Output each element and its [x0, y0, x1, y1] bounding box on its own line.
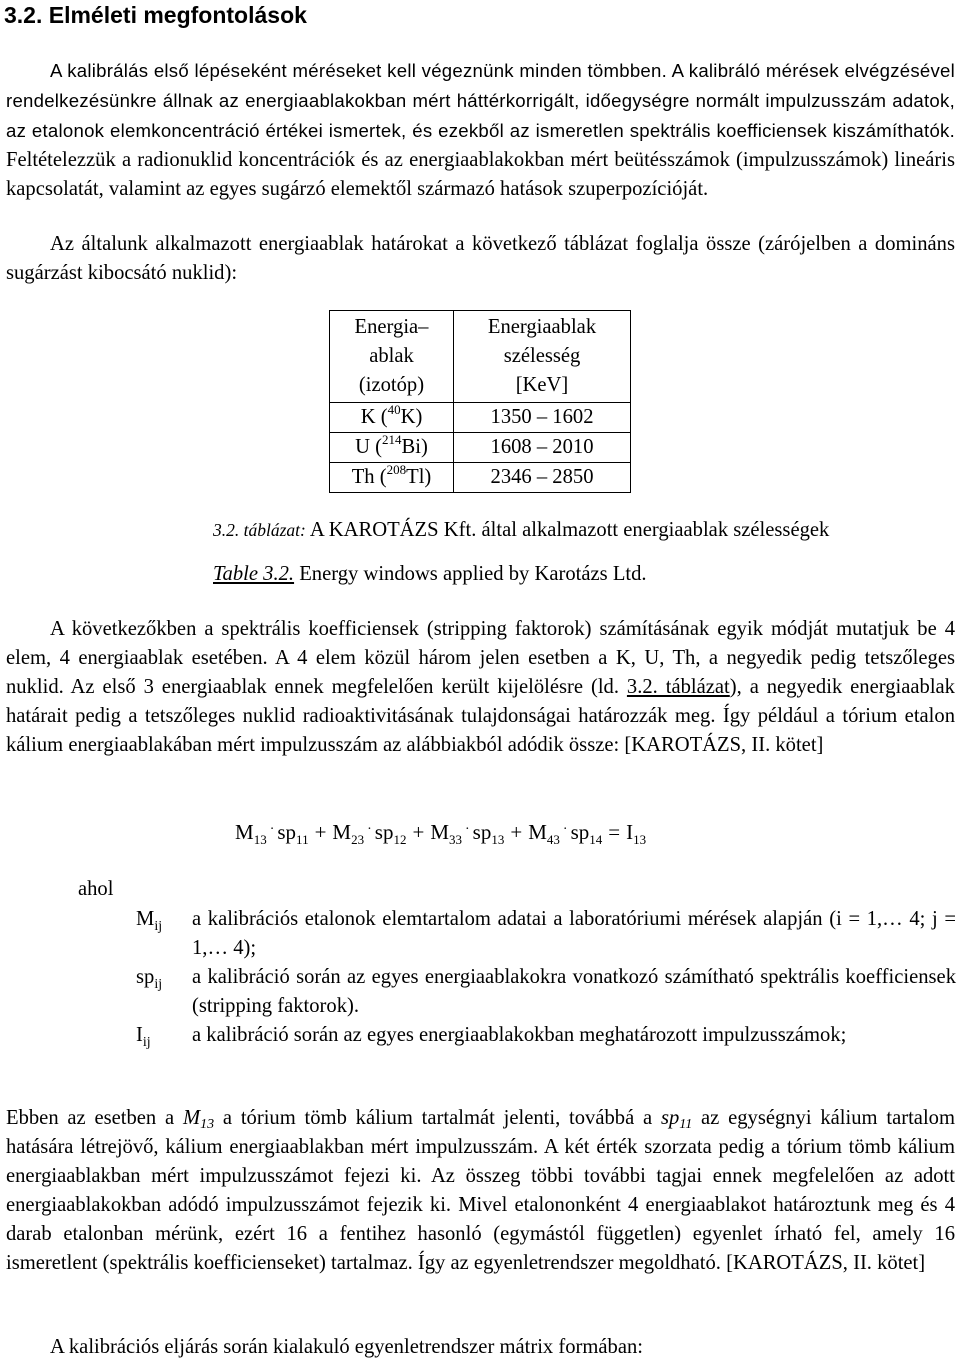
table-cell-isotope: U ($^{214}$Bi)	[330, 433, 454, 463]
paragraph-intro	[6, 56, 955, 204]
table-cell-range: 1350 – 1602	[454, 403, 631, 433]
var-M13: $M_{13}$	[182, 1107, 215, 1132]
caption-hu-text: A KAROTÁZS Kft. által alkalmazott energiaablak szélességek	[305, 519, 830, 541]
def-text-sp: a kalibráció során az egyes energiaablakokra vonatkozó számítható spektrális koefficiensek (stripping faktorok).	[192, 966, 956, 1017]
table-header-row	[330, 311, 631, 403]
def-symbol-sp: $sp_{ij}$	[136, 966, 163, 992]
table-cell-isotope: Th ($^{208}$Tl)	[330, 463, 454, 493]
energy-window-table	[329, 310, 631, 493]
eq-rhs: $I_{13}$	[626, 820, 647, 847]
caption-en-text: Energy windows applied by Karotázs Ltd.	[294, 563, 647, 585]
definitions-intro: ahol	[78, 878, 114, 900]
eq-term-2: $M_{23}^\cdot$ $sp_{12}$	[332, 820, 407, 847]
paragraph-method: A következőkben a spektrális koefficiensek (stripping faktorok) számításának egyik módját mutatjuk be 4 elem, 4 energiaablak esetében. A 4 elem közül három jelen esetben a K, U, Th, a negyedik pedig tetszőleges nuklid. Az első 3 energiaablak ennek megfelelően került kijelölésre (ld. 3.2. táblázat), a negyedik energiaablak határait pedig a tetszőleges nuklid radioaktivitásának tulajdonságai határozzák meg. Így például a tórium etalon kálium energiaablakában mért impulzusszám az alábbiakból adódik össze: [KAROTÁZS, II. kötet]	[6, 618, 955, 756]
table-cell-range: 1608 – 2010	[454, 433, 631, 463]
eq-term-4: $M_{43}^\cdot$ $sp_{14}$	[528, 820, 603, 847]
table-row-potassium	[330, 403, 631, 433]
caption-hu-label: 3.2. táblázat:	[213, 520, 306, 540]
table-caption-en	[213, 560, 647, 589]
paragraph-intro-serif-part: Feltételezzük a radionuklid koncentrációk és az energiaablakokban mért beütésszámok (impulzusszámok) lineáris kapcsolatát, valamint az egyes sugárzó elemektől származó hatások szuperpozícióját.	[6, 149, 955, 200]
table-cell-range: 2346 – 2850	[454, 463, 631, 493]
table-caption-hu	[213, 516, 829, 545]
table-row-uranium	[330, 433, 631, 463]
def-symbol-I: $I_{ij}$	[136, 1024, 151, 1050]
table-header-width: Energiaablak szélesség [KeV]	[454, 311, 631, 403]
paragraph-explanation: Ebben az esetben a $M_{13}$ a tórium tömb kálium tartalmát jelenti, továbbá a $sp_{11}$ az egységnyi kálium tartalom hatására létrejövő, kálium energiaablakban mért impulzusszám. A két érték szorzata pedig a tórium tömb kálium energiaablakban mért impulzusszámot fejezi ki. Az összeg többi további tagjai ennek megfelelően az adott energiaablakokban adódó impulzusszámot fejezik ki. Mivel etalononként 4 energiaablakot határoztunk meg és 4 darab etalonban mérünk, ezért 16 a fentihez hasonló (egymástól független) egyenlet írható fel, amely 16 ismeretlent (spektrális koefficienseket) tartalmaz. Így az egyenletrendszer megoldható. [KAROTÁZS, II. kötet]	[6, 1107, 955, 1274]
equation-thorium-potassium: $M_{13}^\cdot$ $sp_{11} + M_{23}^\cdot$ $sp_{12} + M_{33}^\cdot$ $sp_{13} + M_{43}^\cdot$ $sp_{14} = I_{13}$	[235, 820, 647, 847]
table-reference-link[interactable]: 3.2. táblázat	[626, 676, 730, 698]
def-text-M: a kalibrációs etalonok elemtartalom adatai a laboratóriumi mérések alapján (i = 1,… 4; j = 1,… 4);	[192, 908, 956, 959]
paragraph-intro-sans-part: A kalibrálás első lépéseként méréseket kell végeznünk minden tömbben. A kalibráló mérések elvégzésével rendelkezésünkre állnak az energiaablakokban mért háttérkorrigált, időegységre normált impulzusszám adatok, az etalonok elemkoncentráció értékei ismertek, és ezekből az ismeretlen spektrális koefficiensek kiszámíthatók.	[6, 60, 955, 141]
caption-en-label: Table 3.2.	[213, 563, 295, 585]
paragraph-matrix-intro: A kalibrációs eljárás során kialakuló egyenletrendszer mátrix formában:	[50, 1336, 643, 1358]
table-row-thorium	[330, 463, 631, 493]
paragraph-table-intro: Az általunk alkalmazott energiaablak határokat a következő táblázat foglalja össze (zárójelben a domináns sugárzást kibocsátó nuklid):	[6, 233, 955, 284]
eq-term-1: $M_{13}^\cdot$ $sp_{11}$	[235, 820, 309, 847]
def-symbol-M: $M_{ij}$	[136, 908, 163, 934]
table-header-window: Energia– ablak (izotóp)	[330, 311, 454, 403]
section-heading: 3.2. Elméleti megfontolások	[4, 2, 307, 28]
eq-term-3: $M_{33}^\cdot$ $sp_{13}$	[430, 820, 505, 847]
def-text-I: a kalibráció során az egyes energiaablakokban meghatározott impulzusszámok;	[192, 1024, 847, 1046]
var-sp11: $sp_{11}$	[660, 1107, 693, 1132]
table-cell-isotope: K ($^{40}$K)	[330, 403, 454, 433]
